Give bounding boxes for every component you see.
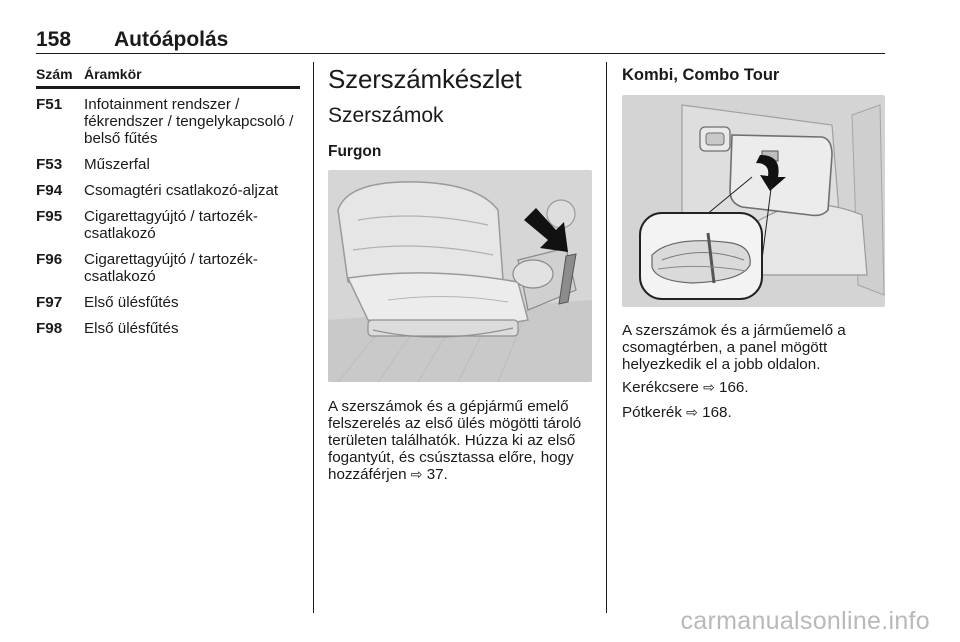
- section-title: Autóápolás: [114, 28, 229, 51]
- ref-page[interactable]: 166.: [719, 379, 749, 396]
- subsection-heading: Szerszámok: [328, 104, 444, 127]
- fuse-circuit: Első ülésfűtés: [84, 294, 179, 311]
- table-row: [36, 287, 300, 313]
- furgon-caption: [328, 398, 594, 483]
- caption-text: A szerszámok és a gépjármű emelő felszerelés az első ülés mögötti tároló területen találhatók. Húzza ki az első fogantyút, és csúsztassa előre, hogy hozzáférjen: [328, 398, 582, 483]
- fuse-circuit: Első ülésfűtés: [84, 320, 179, 337]
- page-ref-icon: ⇨: [686, 404, 698, 420]
- page-number: 158: [36, 28, 72, 51]
- variant-heading: Kombi, Combo Tour: [622, 66, 780, 84]
- column-divider: [313, 62, 314, 613]
- fuse-number: F95: [36, 208, 63, 225]
- fuse-number: F94: [36, 182, 63, 199]
- variant-heading: Furgon: [328, 143, 382, 160]
- table-row: [36, 244, 300, 287]
- fuse-table: [36, 66, 300, 339]
- fuse-number: F97: [36, 294, 63, 311]
- table-row: [36, 201, 300, 244]
- fuse-number: F96: [36, 251, 63, 268]
- kombi-caption: A szerszámok és a járműemelő a csomagtérben, a panel mögött helyezkedik el a jobb oldalon.: [622, 322, 846, 373]
- ref-label: Pótkerék: [622, 404, 682, 421]
- fuse-number: F53: [36, 156, 63, 173]
- fuse-circuit: Csomagtéri csatlakozó-aljzat: [84, 182, 279, 199]
- col-header-circuit: Áramkör: [84, 66, 142, 82]
- col-header-number: Szám: [36, 66, 73, 82]
- column-divider: [606, 62, 607, 613]
- seat-storage-illustration: [328, 170, 592, 382]
- page-ref-icon: ⇨: [703, 379, 715, 395]
- middle-column: [328, 62, 594, 162]
- trunk-panel-illustration: [622, 95, 885, 307]
- page-ref-number[interactable]: 37.: [426, 466, 448, 483]
- chapter-heading: Szerszámkészlet: [328, 64, 522, 94]
- table-row: [36, 313, 300, 339]
- ref-label: Kerékcsere: [622, 379, 699, 396]
- fuse-number: F98: [36, 320, 63, 337]
- fuse-table-header: [36, 66, 300, 89]
- ref-page[interactable]: 168.: [702, 404, 732, 421]
- fuse-number: F51: [36, 96, 63, 113]
- table-row: [36, 149, 300, 175]
- fuse-circuit: Cigarettagyújtó / tartozék-csatlakozó: [84, 208, 258, 242]
- spare-wheel-ref[interactable]: [622, 404, 732, 421]
- table-row: [36, 89, 300, 149]
- page-ref-icon: ⇨: [410, 466, 423, 482]
- wheel-change-ref[interactable]: [622, 379, 749, 396]
- fuse-circuit: Cigarettagyújtó / tartozék-csatlakozó: [84, 251, 258, 285]
- table-row: [36, 175, 300, 201]
- fuse-circuit: Műszerfal: [84, 156, 150, 173]
- header-rule: [36, 53, 885, 54]
- fuse-circuit: Infotainment rendszer / fékrendszer / tengelykapcsoló / belső fűtés: [84, 96, 294, 147]
- watermark: carmanualsonline.info: [680, 607, 930, 635]
- page-header: [36, 28, 884, 52]
